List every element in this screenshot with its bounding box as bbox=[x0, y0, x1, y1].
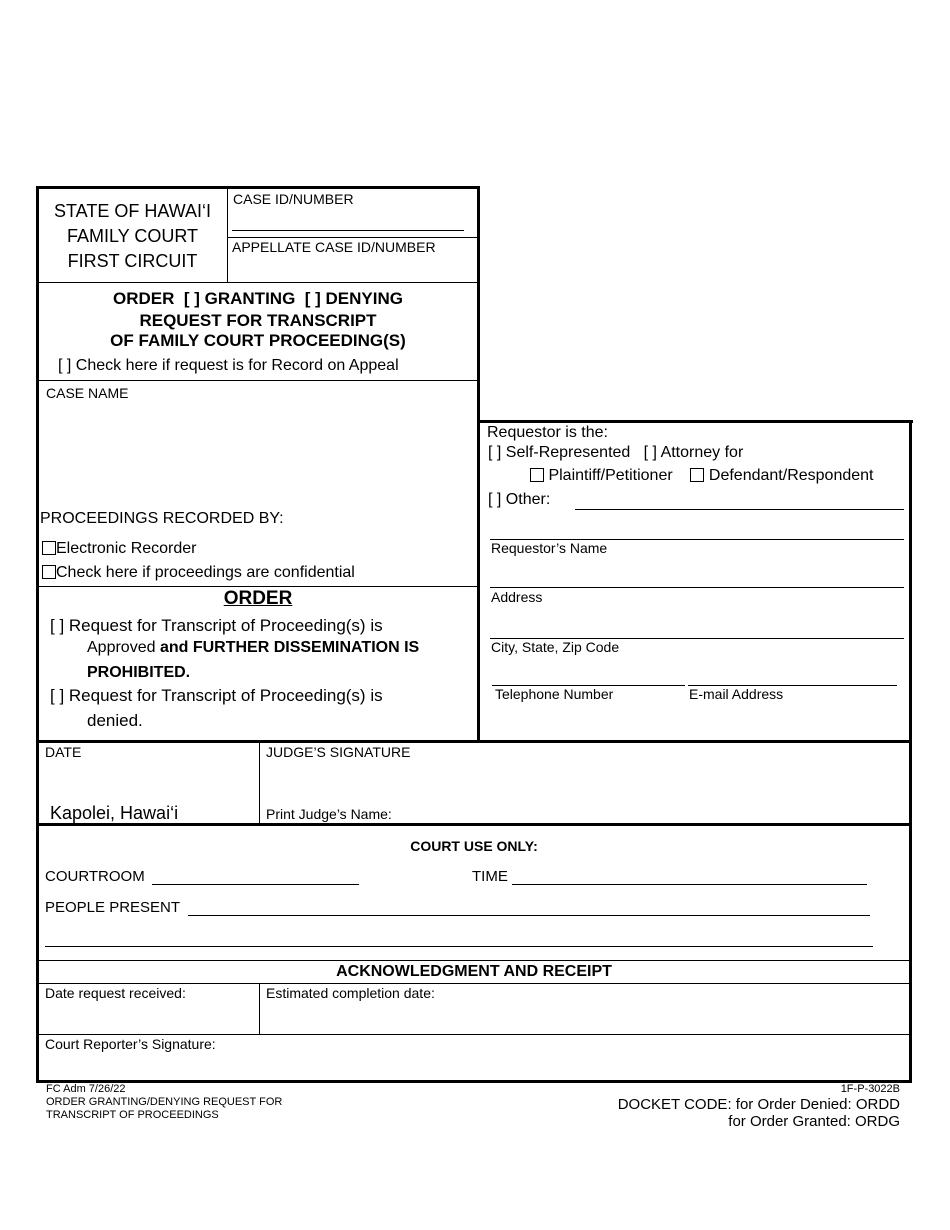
city-label: City, State, Zip Code bbox=[491, 639, 620, 655]
approved-line1: Request for Transcript of Proceeding(s) is bbox=[68, 616, 383, 635]
order-heading: ORDER bbox=[223, 588, 293, 609]
title-line1 bbox=[38, 289, 478, 309]
courtroom-input[interactable] bbox=[152, 884, 359, 885]
docket-codes bbox=[618, 1096, 900, 1130]
ack-divider bbox=[259, 983, 260, 1034]
address-input[interactable] bbox=[490, 587, 904, 588]
ack-heading-bottom bbox=[38, 983, 910, 984]
denied-row bbox=[50, 686, 383, 706]
approved-line3: PROHIBITED. bbox=[87, 664, 191, 681]
date-received-label: Date request received: bbox=[45, 985, 186, 1001]
reporter-signature-label: Court Reporter’s Signature: bbox=[45, 1036, 216, 1052]
form-date: FC Adm 7/26/22 bbox=[46, 1083, 126, 1095]
mid-border bbox=[477, 186, 480, 743]
title-denying: DENYING bbox=[325, 289, 403, 308]
self-checkbox[interactable]: [ ] bbox=[488, 444, 502, 461]
defendant-checkbox[interactable] bbox=[690, 468, 704, 482]
approved-word: Approved bbox=[87, 639, 160, 656]
docket-line1: DOCKET CODE: for Order Denied: ORDD bbox=[617, 1096, 900, 1113]
case-id-label: CASE ID/NUMBER bbox=[233, 191, 354, 207]
plaintiff-checkbox[interactable] bbox=[530, 468, 544, 482]
approved-line2 bbox=[87, 639, 419, 657]
ack-top-border bbox=[38, 960, 910, 961]
phone-label: Telephone Number bbox=[495, 686, 614, 702]
header-divider bbox=[227, 188, 228, 282]
attorney-checkbox[interactable]: [ ] bbox=[643, 444, 657, 461]
denied-line1: Request for Transcript of Proceeding(s) is bbox=[68, 686, 383, 705]
form-number: 1F-P-3022B bbox=[840, 1083, 900, 1095]
case-id-divider bbox=[227, 237, 478, 238]
completion-label: Estimated completion date: bbox=[266, 985, 435, 1001]
time-label: TIME bbox=[472, 868, 508, 885]
defendant-label: Defendant/Respondent bbox=[708, 467, 874, 484]
electronic-checkbox[interactable] bbox=[42, 541, 56, 555]
header-bottom-border bbox=[38, 282, 478, 283]
confidential-row bbox=[42, 564, 355, 582]
form-title2: TRANSCRIPT OF PROCEEDINGS bbox=[46, 1109, 219, 1121]
other-checkbox[interactable]: [ ] bbox=[488, 491, 502, 508]
requestor-label: Requestor is the: bbox=[487, 424, 608, 441]
other-input[interactable] bbox=[575, 509, 904, 510]
people-label: PEOPLE PRESENT bbox=[45, 899, 181, 916]
court-line3: FIRST CIRCUIT bbox=[67, 251, 198, 271]
people-input-line2[interactable] bbox=[45, 946, 873, 947]
requestor-row1 bbox=[488, 444, 743, 462]
self-label: Self-Represented bbox=[505, 444, 631, 461]
case-id-field[interactable] bbox=[233, 208, 463, 228]
dissemination-text: and FURTHER DISSEMINATION IS bbox=[159, 639, 420, 656]
form-footer-left bbox=[46, 1083, 282, 1122]
appeal-checkbox[interactable]: [ ] Check here if request is for Record on Appeal bbox=[58, 357, 399, 374]
denying-checkbox[interactable]: [ ] bbox=[304, 289, 321, 308]
granting-checkbox[interactable]: [ ] bbox=[183, 289, 200, 308]
address-label: Address bbox=[491, 589, 543, 605]
electronic-row bbox=[42, 540, 197, 558]
court-block bbox=[38, 199, 227, 274]
title-order-word: ORDER bbox=[112, 289, 175, 308]
court-line1: STATE OF HAWAI‘I bbox=[54, 201, 211, 221]
ack-row-bottom bbox=[38, 1034, 910, 1035]
title-line2: REQUEST FOR TRANSCRIPT bbox=[139, 311, 377, 330]
proceedings-label: PROCEEDINGS RECORDED BY: bbox=[40, 510, 284, 527]
approved-checkbox[interactable]: [ ] bbox=[50, 616, 65, 635]
court-line2: FAMILY COURT bbox=[66, 226, 199, 246]
title-line3: OF FAMILY COURT PROCEEDING(S) bbox=[110, 331, 406, 350]
plaintiff-label: Plaintiff/Petitioner bbox=[548, 467, 673, 484]
electronic-label: Electronic Recorder bbox=[56, 540, 197, 557]
denied-checkbox[interactable]: [ ] bbox=[50, 686, 65, 705]
confidential-label: Check here if proceedings are confidential bbox=[56, 564, 355, 581]
denied-line2: denied. bbox=[87, 711, 143, 730]
sig-top-border bbox=[36, 740, 912, 743]
title-granting: GRANTING bbox=[204, 289, 296, 308]
email-label: E-mail Address bbox=[689, 686, 784, 702]
time-input[interactable] bbox=[512, 884, 867, 885]
location-text: Kapolei, Hawai‘i bbox=[50, 803, 179, 823]
case-name-field[interactable] bbox=[44, 404, 472, 500]
title-bottom-border bbox=[38, 380, 478, 381]
court-use-heading: COURT USE ONLY: bbox=[410, 838, 538, 854]
appellate-field[interactable] bbox=[232, 256, 472, 278]
confidential-checkbox[interactable] bbox=[42, 565, 56, 579]
attorney-label: Attorney for bbox=[660, 444, 744, 461]
approved-row bbox=[50, 616, 383, 636]
header-top-border bbox=[36, 186, 479, 189]
courtroom-label: COURTROOM bbox=[45, 868, 145, 885]
name-label: Requestor’s Name bbox=[491, 540, 608, 556]
form-title1: ORDER GRANTING/DENYING REQUEST FOR bbox=[46, 1096, 283, 1108]
ack-heading: ACKNOWLEDGMENT AND RECEIPT bbox=[336, 963, 612, 980]
judge-signature-label: JUDGE’S SIGNATURE bbox=[266, 744, 411, 760]
case-name-label: CASE NAME bbox=[46, 385, 129, 401]
docket-line2: for Order Granted: ORDG bbox=[728, 1113, 900, 1130]
other-label: Other: bbox=[505, 491, 551, 508]
sig-divider bbox=[259, 742, 260, 824]
requestor-row2 bbox=[530, 467, 873, 485]
people-input[interactable] bbox=[188, 915, 870, 916]
print-judge-label: Print Judge’s Name: bbox=[266, 806, 392, 822]
appellate-label: APPELLATE CASE ID/NUMBER bbox=[232, 239, 436, 255]
requestor-row3 bbox=[488, 491, 550, 509]
requestor-top-border bbox=[477, 420, 913, 423]
case-id-underline bbox=[232, 230, 464, 231]
date-label: DATE bbox=[45, 744, 82, 760]
case-name-bottom-border bbox=[38, 586, 478, 587]
